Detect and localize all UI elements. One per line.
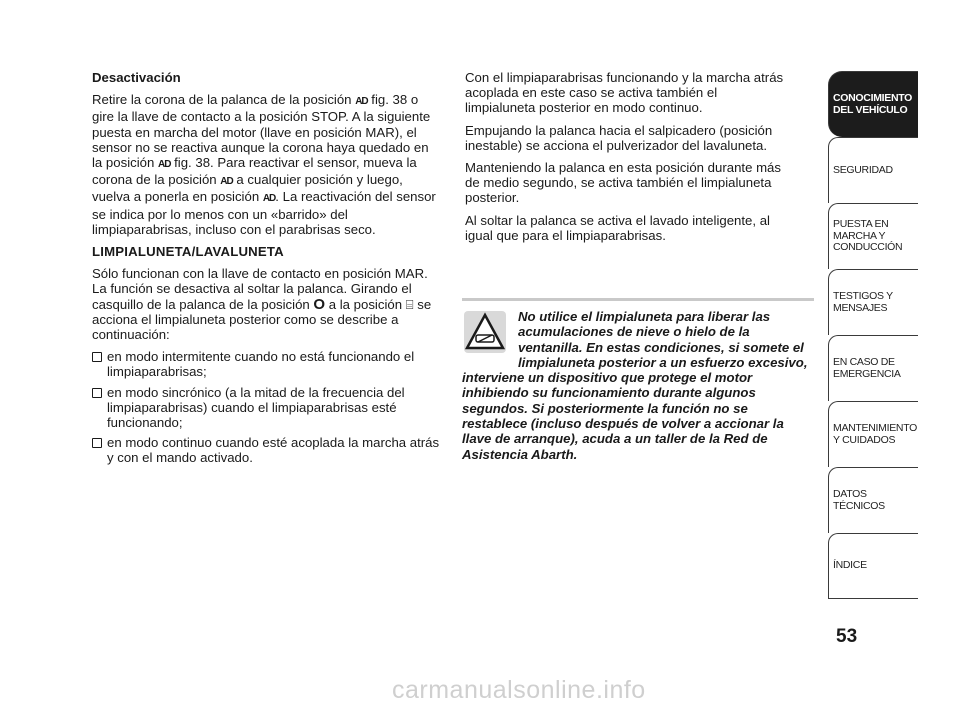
- deactivation-text-1: Retire la corona de la palanca de la posición: [92, 92, 356, 108]
- tab-testigos[interactable]: [828, 269, 918, 335]
- tab-label: ÍNDICE: [833, 559, 867, 572]
- checkbox-bullet-icon: [92, 438, 102, 448]
- deactivation-paragraph: [92, 92, 442, 237]
- deactivation-text-5: . La reactivación del sensor se indica por lo menos con un «barrido» del limpiaparabrisas, incluso con el parabrisas seco.: [92, 189, 436, 237]
- list-item: [92, 435, 442, 465]
- deactivation-text-4: a cualquier posición y luego, vuelva a ponerla en posición: [92, 172, 403, 205]
- paragraph: Empujando la palanca hacia el salpicadero (posición inestable) se acciona el pulverizador del lavaluneta.: [465, 122, 773, 153]
- section-heading: LIMPIALUNETA/LAVALUNETA: [92, 244, 284, 260]
- deactivation-text-3: fig. 38. Para reactivar el sensor, mueva la corona de la posición: [92, 155, 417, 188]
- list-item: [92, 385, 442, 431]
- right-column: [465, 70, 787, 250]
- left-column: [92, 70, 442, 471]
- watermark: carmanualsonline.info: [392, 676, 646, 704]
- checkbox-bullet-icon: [92, 352, 102, 362]
- tab-label: EN CASO DE EMERGENCIA: [833, 356, 901, 380]
- section-text-3: se acciona el limpialuneta posterior como se describe a continuación:: [92, 296, 432, 343]
- rear-wiper-icon: ⌸: [405, 296, 414, 312]
- deactivation-text-2: fig. 38 o gire la llave de contacto a la posición STOP. A la siguiente puesta en marcha del motor (llave en posición MAR), el sensor no se reactiva aunque la corona haya quedado en la posición: [92, 92, 431, 171]
- list-item-text: en modo sincrónico (a la mitad de la frecuencia del limpiaparabrisas) cuando el limpiaparabrisas esté funcionando;: [107, 384, 405, 431]
- tab-seguridad[interactable]: [828, 137, 918, 203]
- warning-text: No utilice el limpialuneta para liberar las acumulaciones de nieve o hielo de la ventanilla. En estas condiciones, si somete el limpialuneta posterior a un esfuerzo excesivo, interviene un dispositivo que protege el motor inhibiendo su funcionamiento durante algunos segundos. Si posteriormente la función no se restablece (incluso después de volver a accionar la llave de arranque), acuda a un taller de la Red de Asistencia Abarth.: [462, 309, 808, 462]
- list-item-text: en modo intermitente cuando no está funcionando el limpiaparabrisas;: [107, 349, 415, 380]
- auto-position-icon: AD: [157, 159, 171, 171]
- mode-list: [92, 349, 442, 465]
- warning-triangle-icon: [464, 311, 506, 353]
- auto-position-icon: AD: [355, 96, 368, 108]
- list-item-text: en modo continuo cuando esté acoplada la marcha atrás y con el mando activado.: [107, 435, 440, 466]
- tab-emergencia[interactable]: [828, 335, 918, 401]
- tab-label: SEGURIDAD: [833, 163, 893, 176]
- tab-puesta-en-marcha[interactable]: [828, 203, 918, 269]
- section-paragraph: [92, 266, 442, 342]
- warning-box: [462, 298, 814, 462]
- tab-datos-tecnicos[interactable]: [828, 467, 918, 533]
- section-text-1: Sólo funcionan con la llave de contacto en posición MAR. La función se desactiva al soltar la palanca. Girando el casquillo de la palanca de la posición: [92, 266, 428, 312]
- auto-position-icon: AD: [262, 193, 276, 205]
- list-item: [92, 349, 442, 379]
- off-position-icon: O: [313, 295, 326, 313]
- tab-conocimiento[interactable]: [828, 71, 918, 137]
- tab-label: TESTIGOS Y MENSAJES: [833, 290, 893, 314]
- tab-indice[interactable]: [828, 533, 918, 599]
- chapter-sidebar: [828, 71, 918, 599]
- tab-label: MANTENIMIENTO Y CUIDADOS: [833, 422, 917, 446]
- section-text-2: a la posición: [325, 296, 406, 312]
- tab-label: DATOS TÉCNICOS: [833, 488, 885, 512]
- tab-label: PUESTA EN MARCHA Y CONDUCCIÓN: [833, 218, 903, 254]
- tab-mantenimiento[interactable]: [828, 401, 918, 467]
- checkbox-bullet-icon: [92, 388, 102, 398]
- tab-label: CONOCIMIENTO DEL VEHÍCULO: [833, 92, 913, 116]
- page-number: 53: [836, 626, 858, 647]
- paragraph: Con el limpiaparabrisas funcionando y la marcha atrás acoplada en este caso se activa también el limpialuneta posterior en modo continuo.: [465, 70, 784, 116]
- auto-position-icon: AD: [220, 176, 233, 188]
- paragraph: Al soltar la palanca se activa el lavado inteligente, al igual que para el limpiaparabrisas.: [465, 212, 770, 243]
- paragraph: Manteniendo la palanca en esta posición durante más de medio segundo, se activa también el limpialuneta posterior.: [465, 160, 781, 206]
- deactivation-heading: Desactivación: [92, 70, 181, 85]
